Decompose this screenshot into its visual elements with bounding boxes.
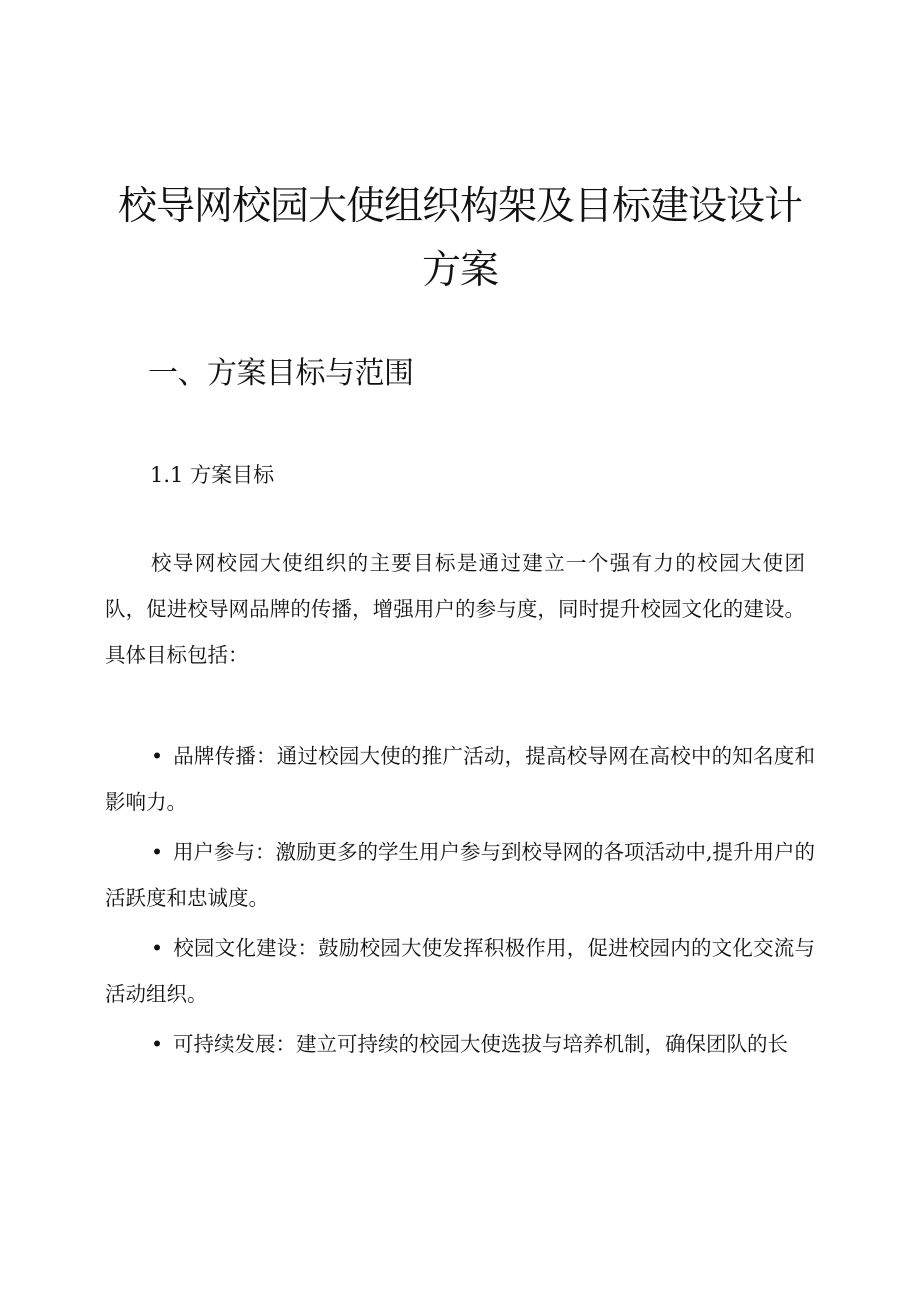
goal-bullet-text: 品牌传播：通过校园大使的推广活动，提高校导网在高校中的知名度和影响力。 <box>105 744 815 814</box>
goal-bullet-list <box>105 733 815 1071</box>
bullet-dot-icon: • <box>151 1032 164 1056</box>
bullet-dot-icon: • <box>151 744 164 768</box>
goal-bullet-text: 校园文化建设：鼓励校园大使发挥积极作用，促进校园内的文化交流与活动组织。 <box>105 936 815 1006</box>
goal-bullet-item <box>105 829 815 921</box>
bullet-dot-icon: • <box>151 840 164 864</box>
goal-bullet-item <box>105 733 815 825</box>
goal-bullet-text: 可持续发展：建立可持续的校园大使选拔与培养机制，确保团队的长 <box>173 1032 788 1056</box>
subsection-heading: 1.1 方案目标 <box>150 463 275 487</box>
document-title-line-2: 方案 <box>421 248 498 293</box>
section-heading: 一、方案目标与范围 <box>148 356 414 391</box>
goal-bullet-item <box>105 925 815 1017</box>
intro-paragraph: 校导网校园大使组织的主要目标是通过建立一个强有力的校园大使团队，促进校导网品牌的传播，增强用户的参与度，同时提升校园文化的建设。具体目标包括： <box>105 551 805 667</box>
bullet-dot-icon: • <box>151 936 164 960</box>
goal-bullet-item <box>105 1021 815 1067</box>
goal-bullet-text: 用户参与：激励更多的学生用户参与到校导网的各项活动中,提升用户的活跃度和忠诚度。 <box>105 840 816 910</box>
document-title <box>0 175 920 303</box>
document-title-line-1: 校导网校园大使组织构架及目标建设设计 <box>117 184 802 229</box>
